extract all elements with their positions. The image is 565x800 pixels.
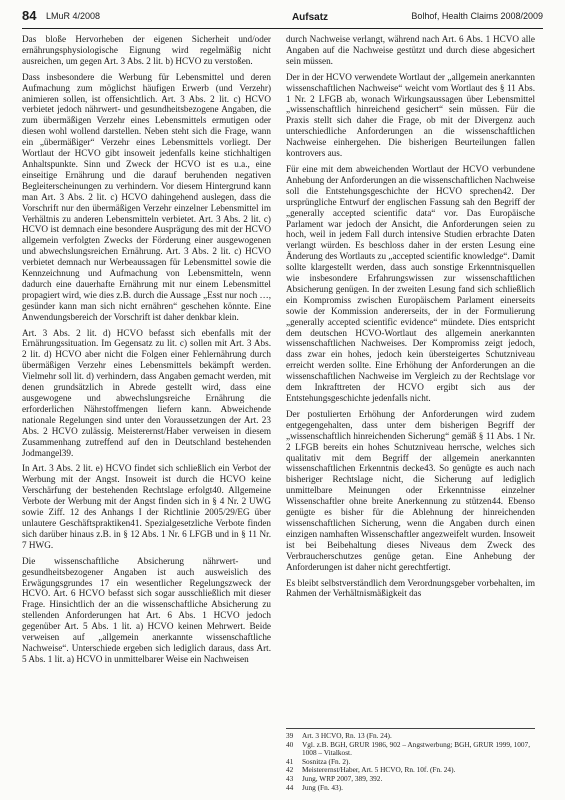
- left-text-column: [22, 34, 271, 670]
- footnote-number: 39: [286, 731, 294, 740]
- paragraph: Für eine mit dem abweichenden Wortlaut der HCVO verbundene Anhebung der Anforderungen an die wissenschaftlichen Nachweise soll die Entstehungsgeschichte der HCVO sprechen42. Der ursprüngliche Entwurf der englischen Fassung sah den Begriff der „generally accepted scientific data“ vor. Das Europäische Parlament war jedoch der Ansicht, die Anforderungen seien zu hoch, weil in jedem Fall durch intensive Studien erbrachte Daten verlangt würden. Es beschloss daher in der ersten Lesung eine Änderung des Wortlauts zu „accepted scientific knowledge“. Damit sollte klargestellt werden, dass auch sonstige Erkenntnisquellen wie insbesondere Erfahrungswissen zur wissenschaftlichen Absicherung genügen. In der zweiten Lesung fand sich schließlich ein Kompromiss zwischen Europäischem Parlament einerseits sowie der Kommission andererseits, der in der Formulierung „generally accepted scientific evidence“ mündete. Dies entspricht dem deutschen HCVO-Wortlaut des allgemein anerkannten wissenschaftlichen Nachweises. Der Kompromiss zeigt jedoch, dass zwar ein hohes, jedoch kein übersteigertes Schutzniveau erreicht werden sollte. Eine Erhöhung der Anforderungen an die wissenschaftlichen Nachweise im Vergleich zu der Rechtslage vor dem Inkrafttreten der HCVO ergibt sich aus der Entstehungsgeschichte jedenfalls nicht.: [286, 163, 535, 403]
- journal-reference: LMuR 4/2008: [46, 11, 101, 21]
- paragraph: Es bleibt selbstverständlich dem Verordnungsgeber vorbehalten, im Rahmen der Verhältnismäßigkeit das: [286, 577, 535, 599]
- footnote-text: Art. 3 HCVO, Rn. 13 (Fn. 24).: [302, 731, 392, 740]
- page-header: [22, 8, 543, 29]
- paragraph: Die wissenschaftliche Absicherung nährwert- und gesundheitsbezogener Angaben ist auch ausweislich des Erwägungsgrundes 17 ein wesentlicher Regelungszweck der HCVO. Art. 6 HCVO befasst sich sogar ausschließlich mit dieser Frage. Hinsichtlich der an die wissenschaftliche Absicherung zu stellenden Anforderungen hat Art. 6 Abs. 1 HCVO jedoch gegenüber Art. 5 Abs. 1 lit. a) HCVO keinen Mehrwert. Beide verweisen auf „allgemein anerkannte wissenschaftliche Nachweise“. Unterschiede ergeben sich lediglich daraus, dass Art. 5 Abs. 1 lit. a) HCVO in unmittelbarer Weise ein Nachweisen: [22, 555, 271, 664]
- paragraph: Dass insbesondere die Werbung für Lebensmittel und deren Aufmachung zum möglichst häufigen Erwerb (und Verzehr) animieren sollen, ist offensichtlich. Art. 3 Abs. 2 lit. c) HCVO verbietet jedoch nährwert- und gesundheitsbezogene Angaben, die zum übermäßigen Verzehr eines Lebensmittels ermutigen oder diesen wohl wollend darstellen. Neben steht sich die Frage, wann ein „übermäßiger“ Verzehr eines Lebensmittels vorliegt. Der Wortlaut der HCVO gibt insoweit jedenfalls keine stichhaltigen Anhaltspunkte. Sinn und Zweck der HCVO ist es u.a., eine einseitige Ernährung und die darauf beruhenden negativen Begleiterscheinungen zu verhindern. Vor diesem Hintergrund kann man Art. 3 Abs. 2 lit. c) HCVO dahingehend auslegen, dass die Vorschrift nur den übermäßigen Verzehr einzelner Lebensmittel im Verhältnis zu anderen Lebensmitteln verbietet. Art. 3 Abs. 2 lit. c) HCVO ist demnach eine besondere Ausprägung des mit der HCVO allgemein verfolgten Zwecks der Förderung einer ausgewogenen und abwechslungsreichen Ernährung. Art. 3 Abs. 2 lit. c) HCVO verbietet demnach nur Werbeaussagen für Lebensmittel sowie die Kennzeichnung und Aufmachung von Lebensmitteln, wenn dadurch eine dauerhafte Ernährung mit nur einem Lebensmittel propagiert wird, wie dies z.B. durch die Aussage „Esst nur noch …, gesünder kann man sich nicht ernähren“ geschehen könnte. Eine Anwendungsbereich der Vorschrift ist daher denkbar klein.: [22, 71, 271, 322]
- right-text-column: [286, 34, 535, 604]
- footnote-number: 40: [286, 739, 294, 749]
- footnotes: [286, 728, 535, 792]
- running-head-author: Bolhof, Health Claims 2008/2009: [411, 11, 543, 21]
- footnote-text: Jung, WRP 2007, 389, 392.: [302, 773, 383, 783]
- paragraph: Das bloße Hervorheben der eigenen Sicherheit und/oder ernährungsphysiologische Eignung wird regelmäßig nicht ausreichen, um gegen Art. 3 Abs. 2 lit. b) HCVO zu verstoßen.: [22, 34, 271, 66]
- footnote: [286, 741, 535, 758]
- paragraph: durch Nachweise verlangt, während nach Art. 6 Abs. 1 HCVO alle Angaben auf die Nachweise gestützt und durch diese abgesichert sein müssen.: [286, 34, 535, 66]
- paragraph: Art. 3 Abs. 2 lit. d) HCVO befasst sich ebenfalls mit der Ernährungssituation. Im Gegensatz zu lit. c) sollen mit Art. 3 Abs. 2 lit. d) HCVO aber nicht die Folgen einer Fehlernährung durch übermäßigen Verzehr eines Lebensmittels bekämpft werden. Vielmehr soll lit. d) verhindern, dass Angaben gemacht werden, mit denen grundsätzlich in Abrede gestellt wird, dass eine ausgewogene und abwechslungsreiche Ernährung die erforderlichen Nährstoffmengen liefern kann. Abweichende nationale Regelungen sind unter den Voraussetzungen der Art. 23 Abs. 2 HCVO zulässig. Meisterernst/Haber verweisen in diesem Zusammenhang zutreffend auf den in Deutschland bestehenden Jodmangel39.: [22, 327, 271, 458]
- paragraph: Der postulierten Erhöhung der Anforderungen wird zudem entgegengehalten, dass unter dem bisherigen Begriff der „wissenschaftlich hinreichenden Sicherung“ gemäß § 11 Abs. 1 Nr. 2 LFGB bereits ein hohes Schutzniveau herrsche, welches sich qualitativ mit dem Begriff der allgemein anerkannten wissenschaftlichen Erkenntnis decke43. So genügte es auch nach bisheriger Rechtslage nicht, die Sicherung auf lediglich unmittelbare Meinungen oder Erkenntnisse einzelner Wissenschaftler ohne breite Anerkennung zu stützen44. Ebenso genügte es bisher für die Ablehnung der hinreichenden wissenschaftlichen Sicherung, wenn die Angaben durch einen einzigen namhaften Wissenschaftler angezweifelt wurden. Insoweit ist bei Beibehaltung dieses Niveaus dem Zweck des Verbraucherschutzes genüge getan. Eine Anhebung der Anforderungen ist daher nicht gerechtfertigt.: [286, 408, 535, 572]
- footnote-text: Jung (Fn. 43).: [302, 782, 343, 792]
- footnote-text: Vgl. z.B. BGH, GRUR 1986, 902 – Angstwerbung; BGH, GRUR 1999, 1007, 1008 – Vitalkost.: [302, 739, 531, 758]
- footnote: [286, 784, 535, 793]
- paragraph: In Art. 3 Abs. 2 lit. e) HCVO findet sich schließlich ein Verbot der Werbung mit der Angst. Insoweit ist durch die HCVO keine Verschärfung der bestehenden Rechtslage erfolgt40. Allgemeine Verbote der Werbung mit der Angst finden sich in § 4 Nr. 2 UWG sowie Ziff. 12 des Anhangs I der Richtlinie 2005/29/EG über unlautere Geschäftspraktiken41. Spezialgesetzliche Verbote finden sich darüber hinaus z.B. in § 12 Abs. 1 Nr. 6 LFGB und in § 11 Nr. 7 HWG.: [22, 463, 271, 550]
- footnote-text: Meisterernst/Haber, Art. 5 HCVO, Rn. 10f. (Fn. 24).: [302, 765, 456, 775]
- footnote-number: 43: [286, 773, 294, 783]
- footnote-number: 42: [286, 765, 294, 775]
- footnote-number: 44: [286, 782, 294, 792]
- paragraph: Der in der HCVO verwendete Wortlaut der „allgemein anerkannten wissenschaftlichen Nachweise“ weicht vom Wortlaut des § 11 Abs. 1 Nr. 2 LFGB ab, wonach Wirkungsaussagen über Lebensmittel „wissenschaftlich hinreichend gesichert“ sein müssen. Für die Praxis stellt sich daher die Frage, ob mit der Divergenz auch unterschiedliche Anforderungen an die wissenschaftlichen Nachweise einhergehen. Die bisherigen Beurteilungen fallen kontrovers aus.: [286, 71, 535, 159]
- footnote-number: 41: [286, 756, 294, 766]
- page-number: 84: [22, 8, 37, 23]
- footnote-text: Sosnitza (Fn. 2).: [302, 756, 351, 766]
- section-title: Aufsatz: [291, 12, 329, 23]
